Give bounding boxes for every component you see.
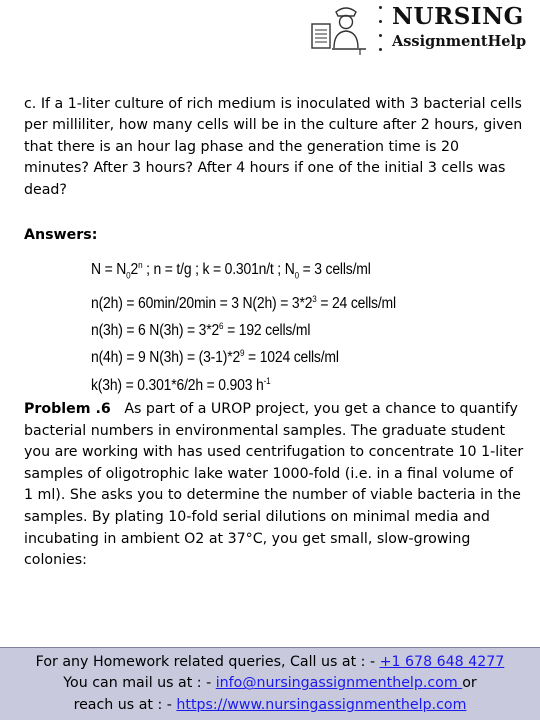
question-text: c. If a 1-liter culture of rich medium is inoculated with 3 bacterial cells per milliliter, how many cells will be in the culture after 2 hours, given that there is an hour lag phase and the generation time is 20 minutes? After 3 hours? After 4 hours if one of the initial 3 cells was dead? — [24, 96, 523, 198]
phone-link[interactable]: +1 678 648 4277 — [379, 654, 505, 670]
answer-equations — [91, 254, 491, 397]
website-link[interactable]: https://www.nursingassignmenthelp.com — [176, 696, 467, 713]
logo-title: NURSING — [392, 3, 524, 30]
answers-label: Answers: — [24, 227, 98, 243]
equation-line: $N = N_02^n$ ; n = t/g ; k = 0.301n/t ; $N_0 = 3$ cells/ml — [91, 260, 371, 281]
equation-line: k(3h) = 0.301*6/2h = 0.903 $h^{-1}$ — [91, 375, 271, 395]
problem-label: Problem .6 — [24, 401, 111, 417]
nurse-at-desk-icon — [310, 2, 372, 56]
logo-dots — [376, 6, 386, 50]
footer-line-phone: For any Homework related queries, Call us at : - +1 678 648 4277 — [35, 654, 505, 670]
brand-logo — [306, 2, 540, 58]
problem-paragraph — [24, 399, 524, 572]
logo-subtitle: AssignmentHelp — [392, 33, 527, 50]
email-link[interactable]: info@nursingassignmenthelp.com — [215, 675, 463, 692]
equation-line: n(3h) = 6 $N(3h) = 3*2^6 = 192$ cells/ml — [91, 321, 311, 340]
footer-line-email: You can mail us at : - info@nursingassignmenthelp.com or — [63, 675, 477, 692]
footer-line-website: reach us at : - https://www.nursingassignmenthelp.com — [73, 696, 467, 713]
contact-footer — [0, 647, 540, 720]
equation-line: n(4h) = 9 $N(3h) = (3-1)*2^9 = 1024$ cells/ml — [91, 348, 339, 367]
equation-line: n(2h) = 60min/20min = 3 $N(2h) = 3*2^3 = 24$ cells/ml — [91, 293, 396, 312]
problem-text: As part of a UROP project, you get a chance to quantify bacterial numbers in environmental samples. The graduate student you are working with has used centrifugation to concentrate 10 1-liter samples of oligotrophic lake water 1000-fold (i.e. in a final volume of 1 ml). She asks you to determine the number of viable bacteria in the samples. By plating 10-fold serial dilutions on minimal media and incubating in ambient O2 at 37°C, you get small, slow-growing colonies: — [24, 401, 524, 569]
